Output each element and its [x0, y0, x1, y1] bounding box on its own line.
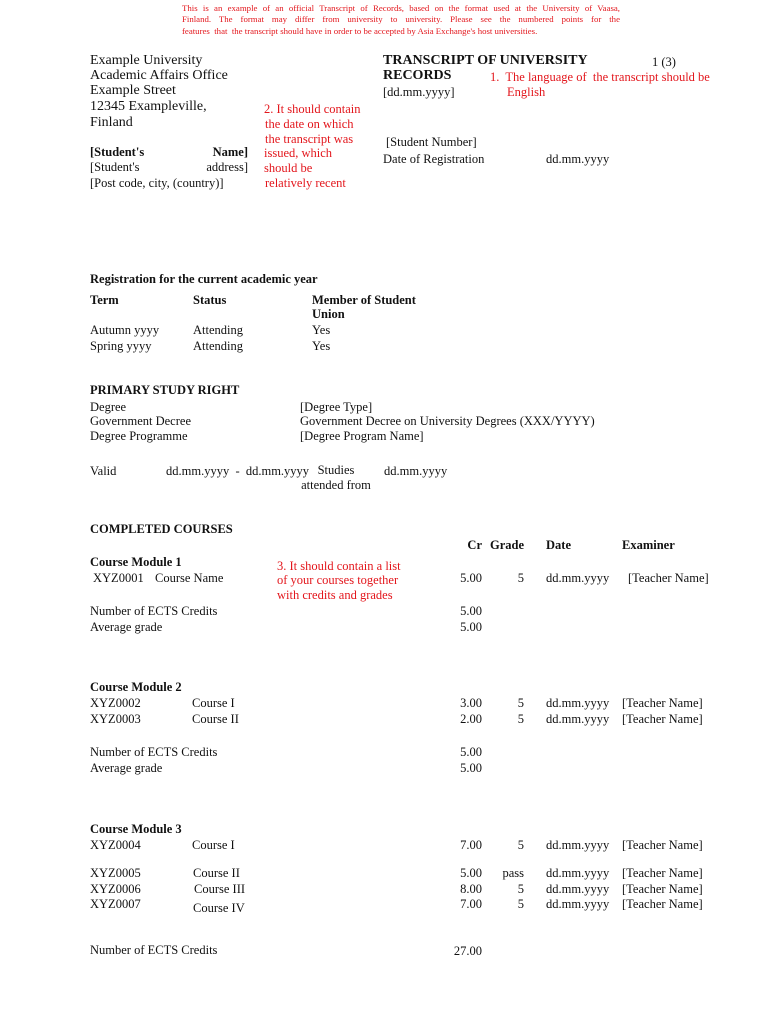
- status-value: Attending: [193, 323, 243, 337]
- course-date: dd.mm.yyyy: [546, 712, 610, 726]
- course-examiner: [Teacher Name]: [622, 866, 703, 880]
- university-country: Finland: [90, 115, 133, 130]
- annotation-line: issued, which: [264, 146, 333, 160]
- module-total-row: [0, 603, 768, 619]
- column-header-date: Date: [546, 538, 571, 552]
- term-value: Autumn yyyy: [90, 323, 160, 337]
- annotation-line: of your courses together: [277, 573, 399, 587]
- total-label: Average grade: [90, 620, 163, 634]
- student-name: [Student's Name]: [90, 145, 248, 159]
- course-grade: pass: [502, 866, 524, 880]
- registration-row: [0, 322, 768, 338]
- course-examiner: [Teacher Name]: [622, 696, 703, 710]
- course-examiner: [Teacher Name]: [622, 897, 703, 911]
- course-name: Course II: [193, 866, 240, 880]
- attended-from-date: dd.mm.yyyy: [384, 464, 448, 478]
- disclaimer-line: Finland. The format may differ from university to university. Please see the numbered points for the: [182, 14, 620, 24]
- university-name: Example University: [90, 53, 203, 68]
- course-row: [0, 881, 768, 897]
- study-right-field: [0, 413, 768, 429]
- course-code: XYZ0006: [90, 882, 141, 896]
- module-title: Course Module 3: [90, 822, 182, 836]
- course-credits: 8.00: [460, 882, 482, 896]
- course-row: [0, 695, 768, 711]
- course-row: [0, 865, 768, 881]
- course-name: Course I: [192, 838, 235, 852]
- study-right-field: [0, 428, 768, 444]
- course-code: XYZ0007: [90, 897, 141, 911]
- course-credits: 3.00: [460, 696, 482, 710]
- column-header-term: Term: [90, 293, 119, 307]
- course-code: XYZ0002: [90, 696, 141, 710]
- status-value: Attending: [193, 339, 243, 353]
- course-examiner: [Teacher Name]: [622, 838, 703, 852]
- university-postal-city: 12345 Exampleville,: [90, 99, 207, 114]
- field-value: Government Decree on University Degrees (XXX/YYYY): [300, 414, 595, 428]
- term-value: Spring yyyy: [90, 339, 152, 353]
- course-examiner: [Teacher Name]: [628, 571, 709, 585]
- total-value: 27.00: [453, 944, 482, 958]
- document-title: RECORDS: [383, 68, 452, 83]
- course-row: [0, 711, 768, 727]
- course-row: [0, 896, 768, 915]
- column-header-union-member: Member of Student Union: [312, 293, 416, 321]
- attended-from-label: Studies attended from: [301, 463, 371, 492]
- annotation-line: 3. It should contain a list: [277, 559, 401, 573]
- course-name: Course IV: [193, 901, 245, 915]
- annotation-line: 1. The language of the transcript should be: [490, 70, 710, 84]
- total-value: 5.00: [460, 745, 482, 759]
- course-code: XYZ0005: [90, 866, 141, 880]
- registration-date-label: Date of Registration: [383, 152, 485, 166]
- course-grade: 5: [517, 571, 524, 585]
- page-number: 1 (3): [652, 55, 676, 69]
- student-street-address: [Student's address]: [90, 160, 248, 174]
- total-label: Average grade: [90, 761, 163, 775]
- document-title: TRANSCRIPT OF UNIVERSITY: [383, 53, 588, 68]
- course-grade: 5: [517, 838, 524, 852]
- course-credits: 5.00: [460, 571, 482, 585]
- course-credits: 2.00: [460, 712, 482, 726]
- annotation-line: the transcript was: [265, 132, 354, 146]
- course-row: [0, 837, 768, 853]
- union-member-value: Yes: [312, 339, 331, 353]
- disclaimer-line: features that the transcript should have in order to be accepted by Asia Exchange's host universities.: [182, 26, 538, 36]
- module-total-row: [0, 942, 768, 958]
- field-label: Degree Programme: [90, 429, 188, 443]
- student-postcode-city: [Post code, city, (country)]: [90, 176, 224, 190]
- column-header-grade: Grade: [490, 538, 525, 552]
- total-value: 5.00: [460, 604, 482, 618]
- course-credits: 5.00: [460, 866, 482, 880]
- course-examiner: [Teacher Name]: [622, 882, 703, 896]
- registration-date: dd.mm.yyyy: [546, 152, 610, 166]
- module-total-row: [0, 619, 768, 635]
- total-value: 5.00: [460, 761, 482, 775]
- valid-label: Valid: [90, 464, 117, 478]
- course-code: XYZ0001: [93, 571, 144, 585]
- registration-row: [0, 338, 768, 354]
- course-date: dd.mm.yyyy: [546, 882, 610, 896]
- courses-header-row: [0, 537, 768, 553]
- course-name: Course I: [192, 696, 235, 710]
- total-label: Number of ECTS Credits: [90, 943, 218, 957]
- course-code: XYZ0004: [90, 838, 141, 852]
- student-number: [Student Number]: [386, 135, 477, 149]
- course-date: dd.mm.yyyy: [546, 838, 610, 852]
- module-title: Course Module 2: [90, 680, 182, 694]
- course-grade: 5: [517, 696, 524, 710]
- university-street: Example Street: [90, 83, 176, 98]
- course-date: dd.mm.yyyy: [546, 897, 610, 911]
- module-total-row: [0, 760, 768, 776]
- annotation-line: relatively recent: [265, 176, 346, 190]
- course-date: dd.mm.yyyy: [546, 866, 610, 880]
- study-right-heading: PRIMARY STUDY RIGHT: [90, 383, 240, 397]
- course-date: dd.mm.yyyy: [546, 571, 610, 585]
- field-value: [Degree Type]: [300, 400, 373, 414]
- course-name: Course II: [192, 712, 239, 726]
- course-credits: 7.00: [460, 838, 482, 852]
- column-header-status: Status: [193, 293, 227, 307]
- total-label: Number of ECTS Credits: [90, 604, 218, 618]
- total-label: Number of ECTS Credits: [90, 745, 218, 759]
- module-total-row: [0, 744, 768, 760]
- course-grade: 5: [517, 882, 524, 896]
- annotation-line: with credits and grades: [277, 588, 393, 602]
- disclaimer-line: This is an example of an official Transcript of Records, based on the format used at the University of Vaasa,: [182, 3, 620, 13]
- total-value: 5.00: [460, 620, 482, 634]
- column-header-credits: Cr: [467, 538, 482, 552]
- field-value: [Degree Program Name]: [300, 429, 424, 443]
- course-grade: 5: [517, 712, 524, 726]
- course-date: dd.mm.yyyy: [546, 696, 610, 710]
- annotation-line: should be: [264, 161, 313, 175]
- union-member-value: Yes: [312, 323, 331, 337]
- column-header-examiner: Examiner: [622, 538, 675, 552]
- annotation-line: English: [507, 85, 546, 99]
- course-credits: 7.00: [460, 897, 482, 911]
- issue-date: [dd.mm.yyyy]: [383, 85, 455, 99]
- registration-heading: Registration for the current academic year: [90, 272, 318, 286]
- completed-courses-heading: COMPLETED COURSES: [90, 522, 233, 536]
- course-grade: 5: [517, 897, 524, 911]
- module-title: Course Module 1: [90, 555, 182, 569]
- course-name: Course III: [194, 882, 246, 896]
- annotation-line: the date on which: [265, 117, 354, 131]
- course-name: Course Name: [155, 571, 224, 585]
- course-examiner: [Teacher Name]: [622, 712, 703, 726]
- annotation-line: 2. It should contain: [264, 102, 361, 116]
- valid-period: dd.mm.yyyy - dd.mm.yyyy: [166, 464, 310, 478]
- course-code: XYZ0003: [90, 712, 141, 726]
- field-label: Degree: [90, 400, 127, 414]
- university-office: Academic Affairs Office: [90, 68, 228, 83]
- field-label: Government Decree: [90, 414, 191, 428]
